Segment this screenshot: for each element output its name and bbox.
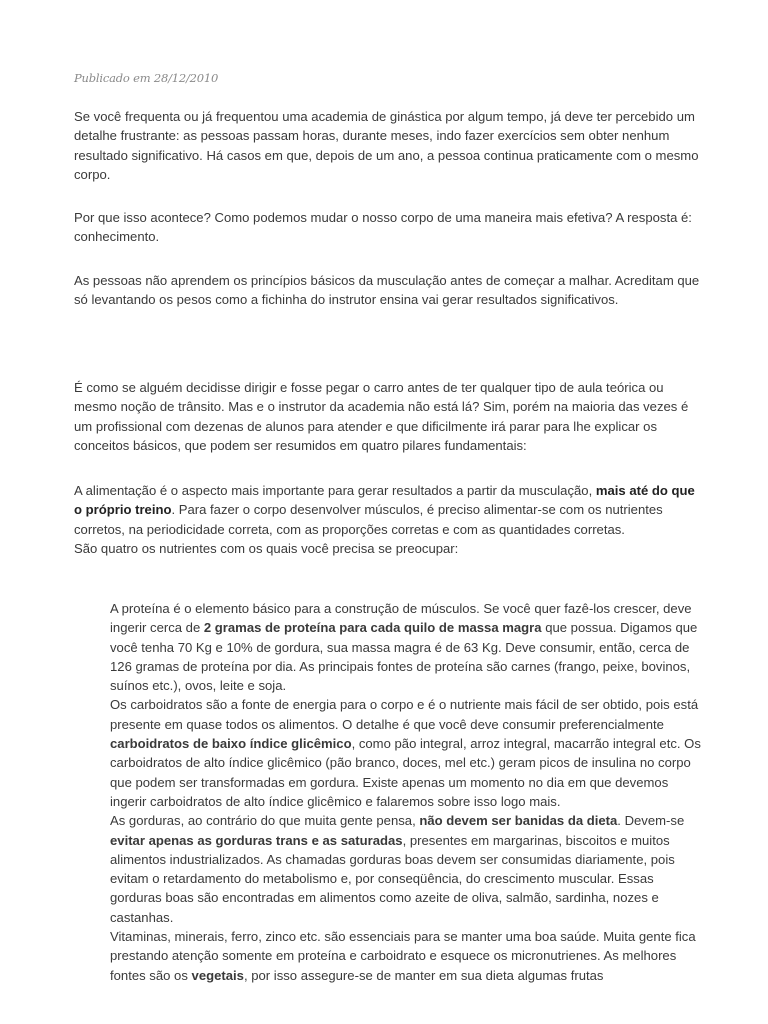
gordura-text-mid: . Devem-se [617, 813, 685, 829]
carbo-text-start: Os carboidratos são a fonte de energia para o corpo e é o nutriente mais fácil de ser obtido, pois está presente em quase todos os alimentos. O detalhe é que você deve consumir preferencialmente [110, 697, 699, 732]
publish-date: Publicado em 28/12/2010 [74, 71, 219, 85]
micro-text-start: Vitaminas, minerais, ferro, zinco etc. são essenciais para se manter uma boa saúde. Muita gente fica prestando atenção somente em proteína e carboidrato e esquece os micronutrienes. As melhores fontes são os [110, 929, 696, 983]
carbo-text-end: , como pão integral, arroz integral, macarrão integral etc. Os carboidratos de alto índice glicêmico (pão branco, doces, mel etc.) geram picos de insulina no corpo que podem ser transformadas em gordura. Existe apenas um momento no dia em que devemos ingerir carboidratos de alto índice glicêmico e falaremos sobre isso logo mais. [110, 736, 701, 809]
paragraph-nutrition [74, 481, 704, 558]
paragraph-intro: Se você frequenta ou já frequentou uma academia de ginástica por algum tempo, já deve ter percebido um detalhe frustrante: as pessoas passam horas, durante meses, indo fazer exercícios sem obter nenhum resultado significativo. Há casos em que, depois de um ano, a pessoa continua praticamente com o mesmo corpo. [74, 109, 699, 182]
micro-emphasis: vegetais [191, 967, 244, 983]
gordura-text-start: As gorduras, ao contrário do que muita gente pensa, [110, 813, 420, 829]
list-item-gorduras [110, 811, 704, 927]
list-item-carboidratos [110, 695, 704, 811]
gordura-text-end: , presentes em margarinas, biscoitos e muitos alimentos industrializados. As chamadas gorduras boas devem ser consumidas diariamente, pois evitam o retardamento do metabolismo e, por conseqüência, do crescimento muscular. Essas gorduras boas são encontradas em alimentos como azeite de oliva, salmão, sardinha, nozes e castanhas. [110, 832, 675, 925]
list-item-micronutrientes [110, 927, 704, 985]
proteina-text-end: que possua. Digamos que você tenha 70 Kg e 10% de gordura, sua massa magra é de 63 Kg. Deve consumir, então, cerca de 126 gramas de proteína por dia. As principais fontes de proteína são carnes (frango, peixe, bovinos, suínos etc.), ovos, leite e soja. [110, 620, 698, 694]
nutrition-text-end: . Para fazer o corpo desenvolver músculos, é preciso alimentar-se com os nutrientes corretos, na periodicidade correta, com as proporções corretas e com as quantidades corretas. [74, 502, 663, 537]
nutrient-list [110, 599, 704, 985]
paragraph-principles: As pessoas não aprendem os princípios básicos da musculação antes de começar a malhar. Acreditam que só levantando os pesos como a fichinha do instrutor ensina vai gerar resultados significativos. [74, 273, 700, 308]
micro-text-end: , por isso assegure-se de manter em sua dieta algumas frutas [243, 967, 604, 983]
gordura-emphasis-2: evitar apenas as gorduras trans e as saturadas [110, 832, 403, 848]
list-item-proteina [110, 599, 704, 695]
carbo-emphasis: carboidratos de baixo índice glicêmico [110, 736, 352, 752]
proteina-emphasis: 2 gramas de proteína para cada quilo de massa magra [203, 620, 542, 636]
nutrients-intro: São quatro os nutrientes com os quais você precisa se preocupar: [74, 540, 459, 556]
gordura-emphasis-1: não devem ser banidas da dieta [419, 813, 618, 829]
paragraph-question: Por que isso acontece? Como podemos mudar o nosso corpo de uma maneira mais efetiva? A resposta é: conhecimento. [74, 210, 692, 245]
nutrition-text-start: A alimentação é o aspecto mais importante para gerar resultados a partir da musculação, [74, 483, 596, 498]
nutrition-emphasis: mais até do que o próprio treino [74, 483, 695, 518]
paragraph-analogy: É como se alguém decidisse dirigir e fosse pegar o carro antes de ter qualquer tipo de aula teórica ou mesmo noção de trânsito. Mas e o instrutor da academia não está lá? Sim, porém na maioria das vezes é um profissional com dezenas de alunos para atender e que dificilmente irá parar para lhe explicar os conceitos básicos, que podem ser resumidos em quatro pilares fundamentais: [74, 380, 689, 453]
proteina-text-start: A proteína é o elemento básico para a construção de músculos. Se você quer fazê-los crescer, deve ingerir cerca de [110, 601, 692, 636]
